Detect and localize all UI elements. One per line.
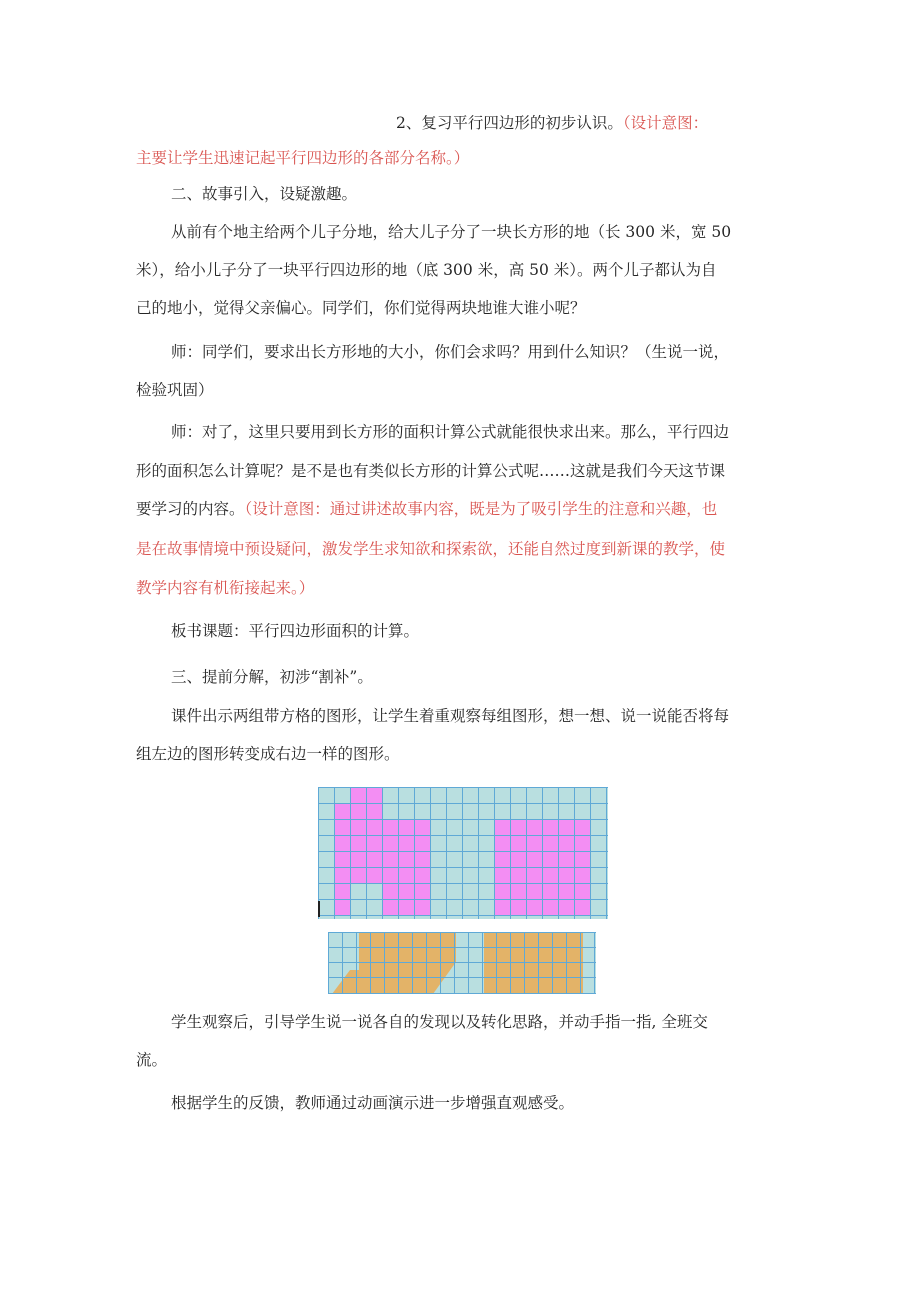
story-heading: 二、故事引入，设疑激趣。 bbox=[171, 185, 358, 203]
teacher-design-note-line-2: 是在故事情境中预设疑问，激发学生求知欲和探索欲，还能自然过度到新课的教学，使 bbox=[136, 540, 726, 558]
review-title-line bbox=[396, 112, 708, 134]
teacher-answer-text: 要学习的内容。 bbox=[136, 500, 245, 518]
teacher-answer-line-3 bbox=[136, 498, 717, 520]
teacher-answer-line-2: 形的面积怎么计算呢？是不是也有类似长方形的计算公式呢……这就是我们今天这节课 bbox=[136, 462, 726, 480]
story-paragraph-line-2: 米），给小儿子分了一块平行四边形的地（底 300 米，高 50 米）。两个儿子都认为自 bbox=[136, 261, 717, 279]
story-paragraph-line-1: 从前有个地主给两个儿子分地，给大儿子分了一块长方形的地（长 300 米，宽 50 bbox=[171, 223, 732, 241]
courseware-line-2: 组左边的图形转变成右边一样的图形。 bbox=[136, 745, 400, 763]
teacher-question-line-2: 检验巩固） bbox=[136, 381, 214, 399]
story-paragraph-line-3: 己的地小，觉得父亲偏心。同学们，你们觉得两块地谁大谁小呢？ bbox=[136, 299, 586, 317]
teacher-design-note: （设计意图：通过讲述故事内容，既是为了吸引学生的注意和兴趣，也 bbox=[244, 500, 718, 518]
review-title: 2、复习平行四边形的初步认识。 bbox=[396, 114, 623, 132]
observe-line-1: 学生观察后，引导学生说一说各自的发现以及转化思路，并动手指一指, 全班交 bbox=[171, 1013, 708, 1031]
review-design-note: （设计意图： bbox=[622, 114, 709, 132]
grid-figure-orange bbox=[328, 932, 596, 994]
teacher-design-note-line-3: 教学内容有机衔接起来。） bbox=[136, 579, 315, 597]
grid-figure-pink bbox=[318, 787, 608, 919]
observe-line-2: 流。 bbox=[136, 1051, 168, 1069]
teacher-question-line-1: 师：同学们，要求出长方形地的大小，你们会求吗？用到什么知识？（生说一说， bbox=[171, 343, 730, 361]
courseware-line-1: 课件出示两组带方格的图形，让学生着重观察每组图形，想一想、说一说能否将每 bbox=[171, 707, 730, 725]
teacher-answer-line-1: 师：对了，这里只要用到长方形的面积计算公式就能很快求出来。那么，平行四边 bbox=[171, 423, 730, 441]
board-title: 板书课题：平行四边形面积的计算。 bbox=[171, 622, 420, 640]
feedback-line: 根据学生的反馈，教师通过动画演示进一步增强直观感受。 bbox=[171, 1094, 575, 1112]
review-design-note-cont: 主要让学生迅速记起平行四边形的各部分名称。） bbox=[136, 149, 470, 167]
cut-heading: 三、提前分解，初涉“割补”。 bbox=[171, 668, 373, 686]
